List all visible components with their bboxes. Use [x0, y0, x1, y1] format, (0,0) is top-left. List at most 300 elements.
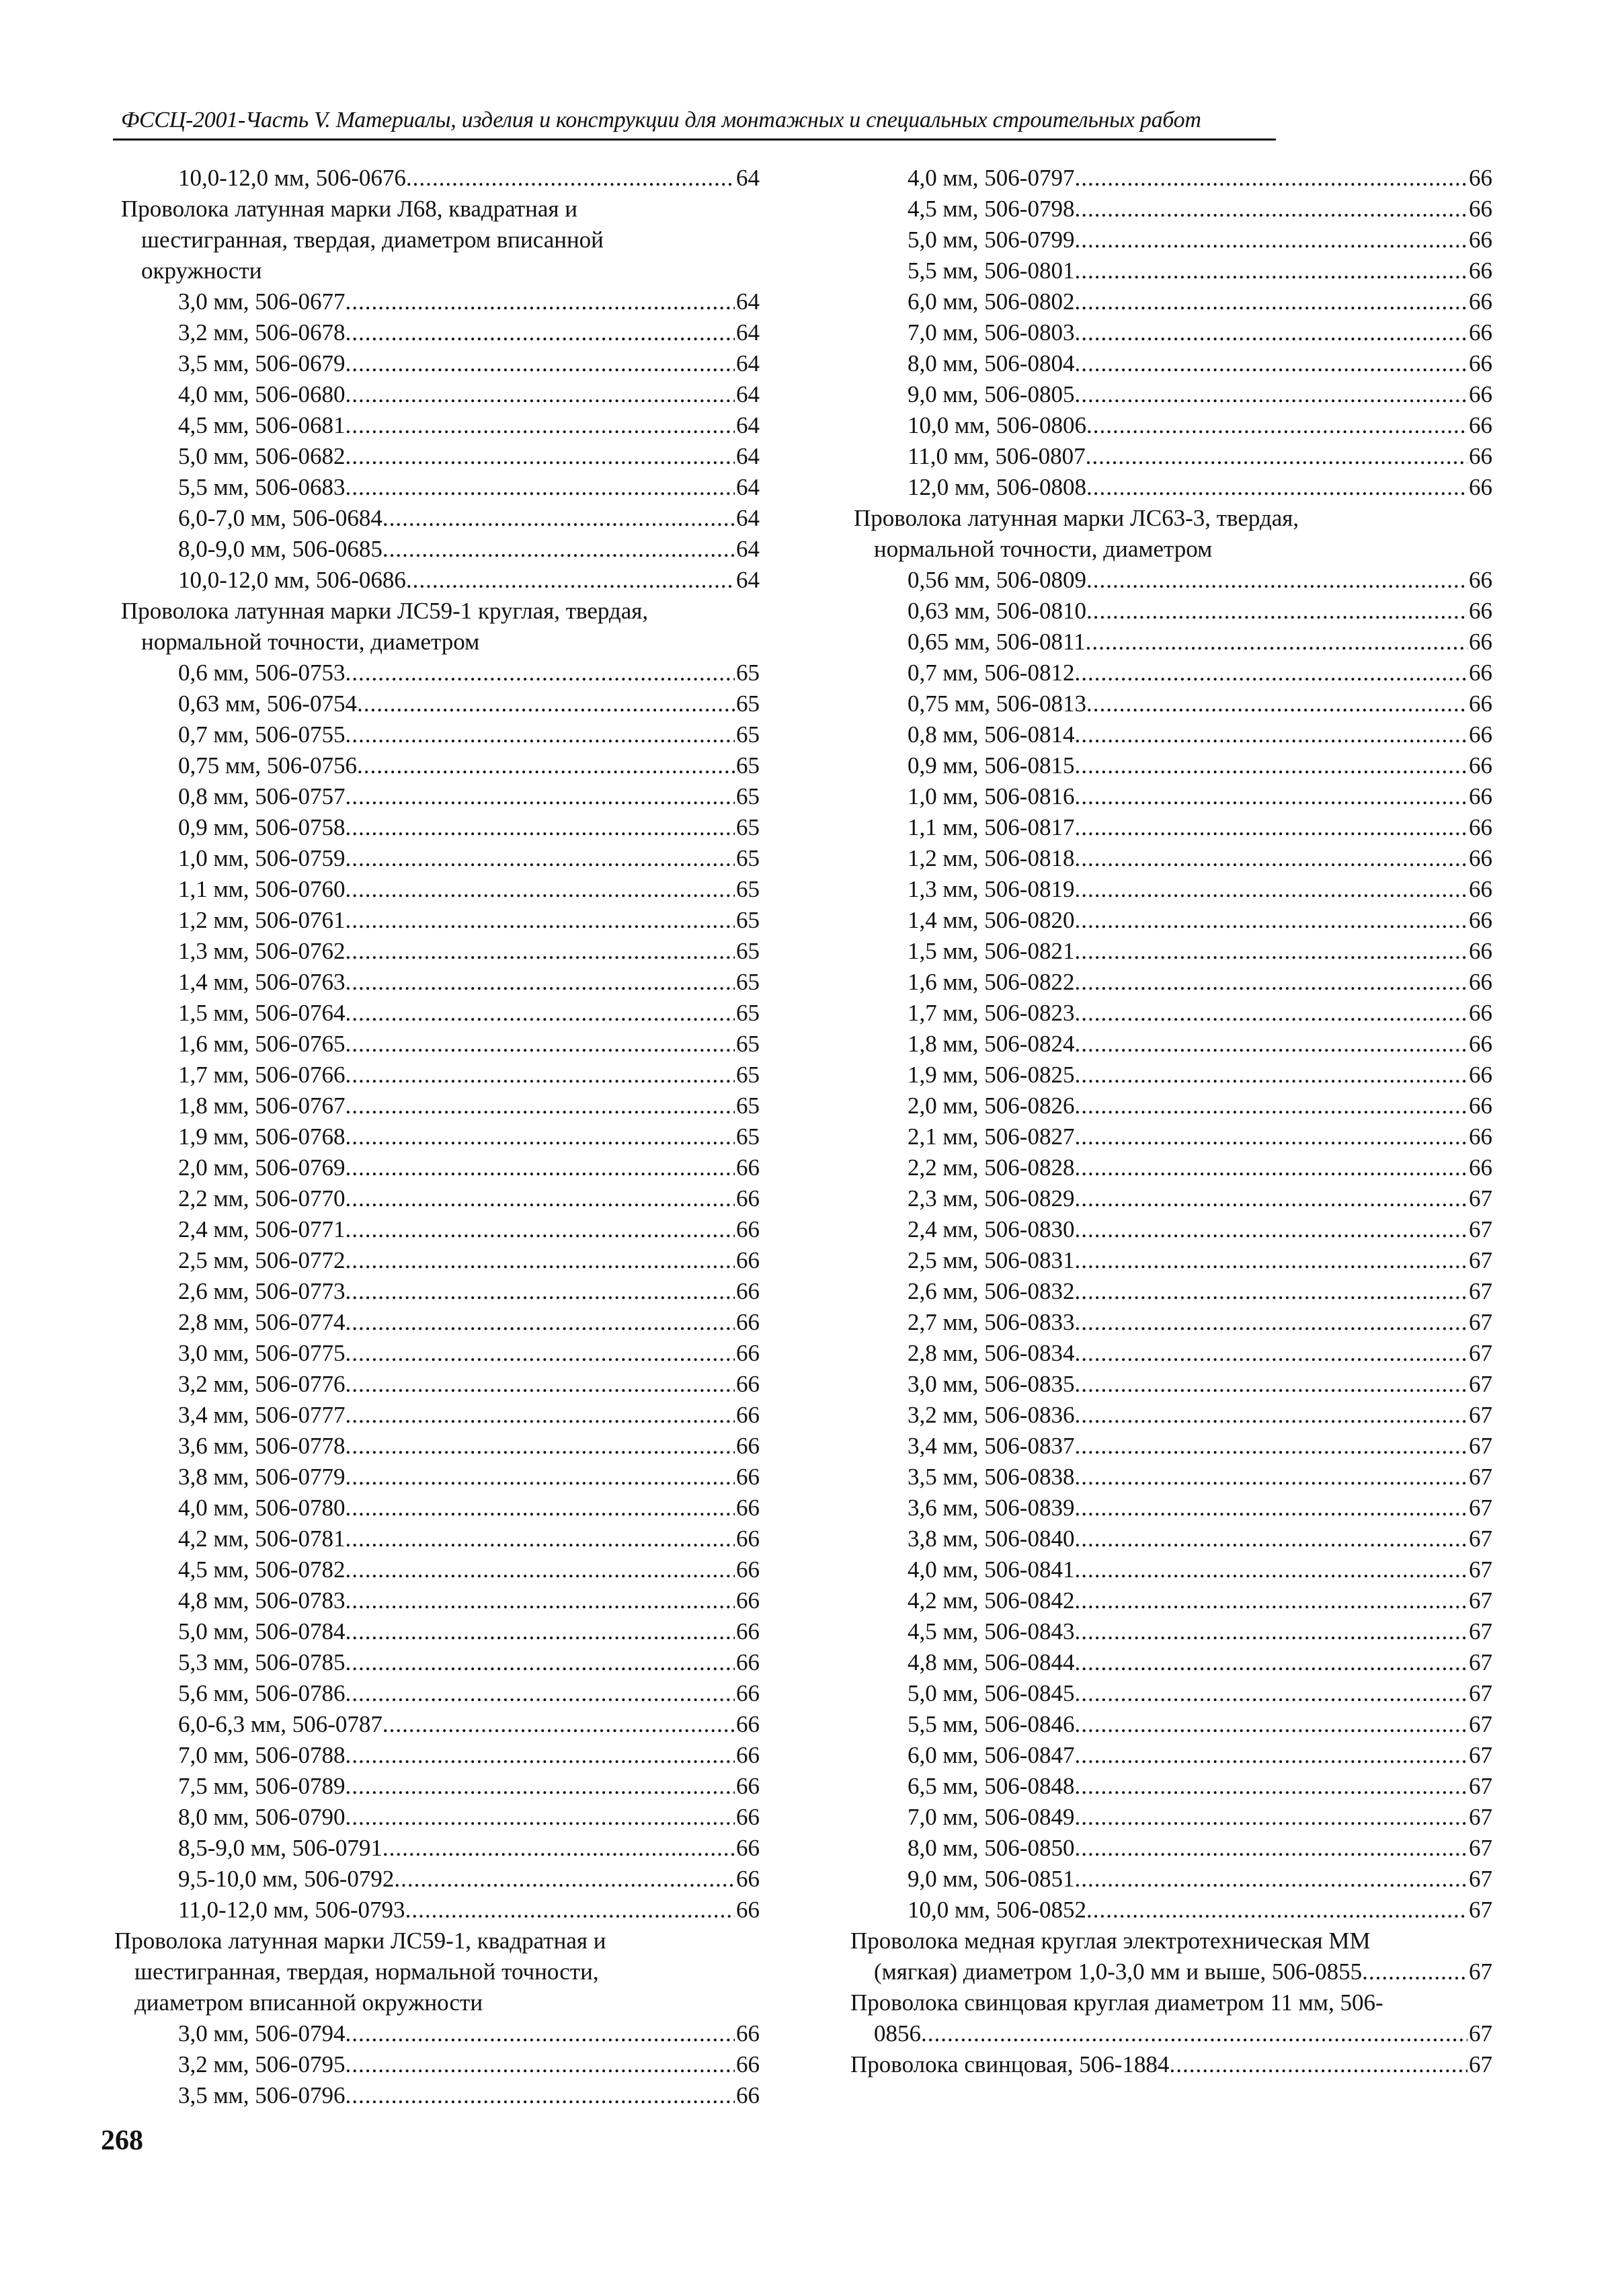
dot-leader [406, 163, 735, 194]
entry-text: 1,7 мм, 506-0823 [908, 1000, 1075, 1026]
entry-page-ref: 64 [736, 381, 760, 407]
entry-page-ref: 66 [736, 1185, 760, 1212]
entry-page-ref: 67 [1469, 1587, 1492, 1614]
dot-leader [345, 2018, 735, 2049]
dot-leader [1074, 1616, 1467, 1647]
index-column-right [847, 163, 1492, 2080]
entry-text: 8,5-9,0 мм, 506-0791 [178, 1835, 383, 1861]
index-entry [847, 688, 1492, 719]
entry-text: 2,0 мм, 506-0769 [178, 1154, 346, 1181]
index-entry [847, 441, 1492, 472]
entry-text: 7,0 мм, 506-0788 [178, 1742, 346, 1768]
entry-text: 1,6 мм, 506-0765 [178, 1031, 346, 1057]
entry-page-ref: 66 [1469, 258, 1492, 284]
entry-page-ref: 67 [1469, 1556, 1492, 1583]
entry-page-ref: 66 [1469, 474, 1492, 500]
entry-page-ref: 65 [736, 1000, 760, 1026]
entry-page-ref: 65 [736, 1093, 760, 1119]
dot-leader [345, 2049, 735, 2080]
entry-page-ref: 67 [1469, 1464, 1492, 1490]
dot-leader [1086, 596, 1467, 627]
entry-text: 4,5 мм, 506-0681 [178, 412, 346, 438]
index-entry [114, 1121, 760, 1152]
dot-leader [345, 1678, 735, 1709]
index-entry [847, 874, 1492, 905]
index-column-left [114, 163, 760, 2111]
entry-page-ref: 66 [736, 1495, 760, 1521]
dot-leader [345, 379, 735, 410]
entry-text: 4,5 мм, 506-0843 [908, 1618, 1075, 1645]
entry-page-ref: 66 [1469, 938, 1492, 964]
index-entry [847, 1709, 1492, 1740]
dot-leader [1074, 1307, 1467, 1338]
entry-text: 1,2 мм, 506-0761 [178, 907, 346, 933]
entry-page-ref: 66 [1469, 412, 1492, 438]
index-entry [114, 1493, 760, 1523]
entry-text: 5,3 мм, 506-0785 [178, 1649, 346, 1675]
index-entry [847, 1523, 1492, 1554]
entry-page-ref: 66 [736, 1618, 760, 1645]
dot-leader [1074, 750, 1467, 781]
entry-page-ref: 67 [1469, 1711, 1492, 1737]
entry-text: 11,0-12,0 мм, 506-0793 [178, 1897, 405, 1923]
dot-leader [1074, 843, 1467, 874]
entry-page-ref: 66 [1469, 288, 1492, 315]
dot-leader [1074, 1493, 1467, 1523]
dot-leader [345, 1060, 735, 1091]
dot-leader [345, 1121, 735, 1152]
entry-page-ref: 66 [736, 1897, 760, 1923]
index-heading: диаметром вписанной окружности [134, 1989, 483, 2016]
entry-text: 0,9 мм, 506-0815 [908, 752, 1075, 779]
dot-leader [345, 441, 735, 472]
index-heading: нормальной точности, диаметром [874, 536, 1213, 562]
dot-leader [345, 812, 735, 843]
dot-leader [345, 905, 735, 936]
index-entry [847, 1616, 1492, 1647]
dot-leader [345, 874, 735, 905]
index-entry [114, 936, 760, 967]
dot-leader [345, 1585, 735, 1616]
index-entry [847, 1276, 1492, 1307]
dot-leader [345, 1771, 735, 1802]
entry-page-ref: 67 [1469, 1216, 1492, 1242]
dot-leader [383, 1833, 735, 1864]
index-entry [114, 1307, 760, 1338]
entry-text: 6,5 мм, 506-0848 [908, 1773, 1075, 1799]
dot-leader [345, 1462, 735, 1493]
index-entry [847, 1462, 1492, 1493]
index-entry [114, 1029, 760, 1060]
entry-text: 0,75 мм, 506-0756 [178, 752, 357, 779]
entry-text: 5,5 мм, 506-0846 [908, 1711, 1075, 1737]
index-entry [114, 1245, 760, 1276]
index-entry [114, 1276, 760, 1307]
dot-leader [345, 1307, 735, 1338]
entry-page-ref: 66 [1469, 1123, 1492, 1150]
index-entry [847, 812, 1492, 843]
entry-text: 10,0 мм, 506-0806 [908, 412, 1086, 438]
entry-text: 0,56 мм, 506-0809 [908, 567, 1086, 593]
entry-text: 4,0 мм, 506-0780 [178, 1495, 346, 1521]
dot-leader [345, 1214, 735, 1245]
index-entry [847, 1802, 1492, 1833]
index-entry [114, 1431, 760, 1462]
index-entry [847, 967, 1492, 998]
entry-text: 0,7 мм, 506-0812 [908, 660, 1075, 686]
index-entry [114, 1864, 760, 1895]
entry-text: 1,1 мм, 506-0760 [178, 876, 346, 902]
index-entry [114, 317, 760, 348]
entry-page-ref: 67 [1469, 1495, 1492, 1521]
index-entry [847, 565, 1492, 596]
entry-text: 1,2 мм, 506-0818 [908, 845, 1075, 871]
entry-page-ref: 64 [736, 536, 760, 562]
dot-leader [357, 750, 735, 781]
entry-text: 4,8 мм, 506-0783 [178, 1587, 346, 1614]
entry-page-ref: 66 [1469, 783, 1492, 809]
index-entry [847, 255, 1492, 286]
index-entry [847, 472, 1492, 503]
dot-leader [345, 410, 735, 441]
dot-leader [1074, 812, 1467, 843]
dot-leader [1074, 719, 1467, 750]
entry-text: 5,0 мм, 506-0799 [908, 227, 1075, 253]
entry-page-ref: 66 [1469, 752, 1492, 779]
index-entry [114, 503, 760, 534]
entry-page-ref: 67 [1469, 1680, 1492, 1706]
index-heading: Проволока свинцовая круглая диаметром 11 мм, 506- [850, 1989, 1383, 2016]
entry-text: 0,7 мм, 506-0755 [178, 721, 346, 748]
index-entry [847, 1369, 1492, 1400]
entry-text: 7,0 мм, 506-0803 [908, 319, 1075, 346]
entry-page-ref: 66 [736, 1773, 760, 1799]
entry-text: 6,0-6,3 мм, 506-0787 [178, 1711, 383, 1737]
index-entry [114, 1523, 760, 1554]
entry-text: 1,4 мм, 506-0820 [908, 907, 1075, 933]
index-entry [114, 1833, 760, 1864]
index-entry [114, 2018, 760, 2049]
entry-page-ref: 67 [1469, 1371, 1492, 1397]
dot-leader [345, 1276, 735, 1307]
entry-text: 1,3 мм, 506-0762 [178, 938, 346, 964]
entry-page-ref: 66 [736, 1154, 760, 1181]
dot-leader [345, 998, 735, 1029]
entry-page-ref: 64 [736, 319, 760, 346]
index-entry [847, 379, 1492, 410]
dot-leader [1086, 1895, 1467, 1926]
entry-text: 1,8 мм, 506-0767 [178, 1093, 346, 1119]
dot-leader [1074, 1462, 1467, 1493]
entry-page-ref: 66 [736, 1587, 760, 1614]
entry-page-ref: 66 [1469, 567, 1492, 593]
entry-text: 5,0 мм, 506-0682 [178, 443, 346, 469]
entry-text: 3,6 мм, 506-0839 [908, 1495, 1075, 1521]
index-entry [114, 1678, 760, 1709]
entry-page-ref: 65 [736, 1123, 760, 1150]
entry-page-ref: 66 [1469, 969, 1492, 995]
entry-page-ref: 66 [736, 1742, 760, 1768]
entry-text: 5,5 мм, 506-0801 [908, 258, 1075, 284]
entry-text: 3,2 мм, 506-0776 [178, 1371, 346, 1397]
dot-leader [1074, 1214, 1467, 1245]
dot-leader [345, 1554, 735, 1585]
entry-page-ref: 67 [1469, 1958, 1492, 1985]
entry-page-ref: 66 [736, 1464, 760, 1490]
entry-text: 6,0 мм, 506-0802 [908, 288, 1075, 315]
entry-text: 1,3 мм, 506-0819 [908, 876, 1075, 902]
dot-leader [345, 1400, 735, 1431]
index-entry [847, 1152, 1492, 1183]
dot-leader [345, 1245, 735, 1276]
index-entry [114, 1400, 760, 1431]
entry-text: (мягкая) диаметром 1,0-3,0 мм и выше, 506-0855 [874, 1958, 1363, 1985]
entry-text: 3,0 мм, 506-0677 [178, 288, 346, 315]
index-entry [114, 1183, 760, 1214]
dot-leader [1074, 379, 1467, 410]
dot-leader [1074, 1245, 1467, 1276]
entry-page-ref: 66 [1469, 1154, 1492, 1181]
index-heading: шестигранная, твердая, диаметром вписанной [141, 227, 604, 253]
entry-page-ref: 66 [736, 2051, 760, 2077]
index-entry [114, 688, 760, 719]
entry-page-ref: 67 [1469, 1185, 1492, 1212]
entry-text: 0,8 мм, 506-0757 [178, 783, 346, 809]
entry-text: 2,0 мм, 506-0826 [908, 1093, 1075, 1119]
entry-page-ref: 65 [736, 969, 760, 995]
entry-page-ref: 66 [1469, 660, 1492, 686]
entry-text: 4,0 мм, 506-0797 [908, 165, 1075, 191]
dot-leader [345, 1493, 735, 1523]
index-heading: Проволока медная круглая электротехническая ММ [850, 1928, 1371, 1954]
dot-leader [345, 1338, 735, 1369]
index-entry [847, 1771, 1492, 1802]
entry-text: 2,6 мм, 506-0773 [178, 1278, 346, 1304]
entry-page-ref: 66 [736, 1680, 760, 1706]
dot-leader [1074, 163, 1467, 194]
entry-text: 5,0 мм, 506-0845 [908, 1680, 1075, 1706]
index-entry [114, 1554, 760, 1585]
entry-page-ref: 66 [736, 1804, 760, 1830]
index-entry [847, 194, 1492, 225]
dot-leader [1074, 1554, 1467, 1585]
index-entry [847, 2049, 1492, 2080]
entry-text: 0,6 мм, 506-0753 [178, 660, 346, 686]
dot-leader [1074, 905, 1467, 936]
index-entry [847, 1121, 1492, 1152]
dot-leader [1074, 317, 1467, 348]
index-heading: Проволока латунная марки ЛС59-1, квадратная и [114, 1928, 606, 1954]
index-entry [114, 534, 760, 565]
dot-leader [1074, 1029, 1467, 1060]
entry-text: 2,1 мм, 506-0827 [908, 1123, 1075, 1150]
dot-leader [345, 348, 735, 379]
dot-leader [1086, 627, 1467, 658]
dot-leader [1074, 874, 1467, 905]
entry-text: 2,4 мм, 506-0771 [178, 1216, 346, 1242]
index-entry [114, 905, 760, 936]
entry-text: 3,2 мм, 506-0795 [178, 2051, 346, 2077]
entry-text: 5,5 мм, 506-0683 [178, 474, 346, 500]
index-entry [847, 1338, 1492, 1369]
index-entry [847, 1091, 1492, 1121]
index-entry [847, 1029, 1492, 1060]
dot-leader [345, 719, 735, 750]
dot-leader [921, 2018, 1467, 2049]
index-heading: шестигранная, твердая, нормальной точности, [134, 1958, 599, 1985]
entry-page-ref: 67 [1469, 1247, 1492, 1273]
dot-leader [1074, 1647, 1467, 1678]
entry-page-ref: 66 [1469, 1062, 1492, 1088]
entry-text: 12,0 мм, 506-0808 [908, 474, 1086, 500]
entry-text: 8,0-9,0 мм, 506-0685 [178, 536, 383, 562]
entry-text: 4,2 мм, 506-0842 [908, 1587, 1075, 1614]
dot-leader [345, 1647, 735, 1678]
dot-leader [1074, 658, 1467, 688]
index-entry [847, 1214, 1492, 1245]
dot-leader [1074, 1833, 1467, 1864]
entry-page-ref: 66 [1469, 1031, 1492, 1057]
entry-text: 2,5 мм, 506-0772 [178, 1247, 346, 1273]
entry-text: 6,0-7,0 мм, 506-0684 [178, 505, 383, 531]
dot-leader [1074, 1709, 1467, 1740]
entry-text: 7,5 мм, 506-0789 [178, 1773, 346, 1799]
index-entry [114, 1585, 760, 1616]
dot-leader [345, 1431, 735, 1462]
index-entry [114, 750, 760, 781]
entry-text: 1,1 мм, 506-0817 [908, 814, 1075, 840]
dot-leader [1074, 1060, 1467, 1091]
index-entry [847, 658, 1492, 688]
dot-leader [345, 781, 735, 812]
dot-leader [1074, 1802, 1467, 1833]
entry-page-ref: 67 [1469, 1526, 1492, 1552]
dot-leader [345, 317, 735, 348]
entry-text: 3,5 мм, 506-0679 [178, 350, 346, 377]
entry-page-ref: 65 [736, 876, 760, 902]
dot-leader [345, 936, 735, 967]
entry-page-ref: 66 [1469, 690, 1492, 717]
entry-page-ref: 67 [1469, 1340, 1492, 1366]
index-entry [847, 1740, 1492, 1771]
entry-page-ref: 67 [1469, 1742, 1492, 1768]
index-entry [847, 1183, 1492, 1214]
entry-page-ref: 66 [736, 1371, 760, 1397]
index-entry [847, 410, 1492, 441]
dot-leader [1074, 1183, 1467, 1214]
dot-leader [345, 843, 735, 874]
entry-text: 2,2 мм, 506-0770 [178, 1185, 346, 1212]
entry-text: 6,0 мм, 506-0847 [908, 1742, 1075, 1768]
dot-leader [1074, 225, 1467, 255]
index-entry [847, 163, 1492, 194]
entry-text: 1,8 мм, 506-0824 [908, 1031, 1075, 1057]
entry-page-ref: 66 [1469, 196, 1492, 222]
index-entry [847, 1060, 1492, 1091]
dot-leader [357, 688, 735, 719]
entry-page-ref: 65 [736, 814, 760, 840]
index-entry [114, 1647, 760, 1678]
dot-leader [1074, 1740, 1467, 1771]
dot-leader [1086, 565, 1467, 596]
entry-page-ref: 66 [1469, 876, 1492, 902]
entry-text: 4,0 мм, 506-0680 [178, 381, 346, 407]
entry-page-ref: 65 [736, 1031, 760, 1057]
dot-leader [345, 658, 735, 688]
entry-page-ref: 65 [736, 690, 760, 717]
dot-leader [1074, 1152, 1467, 1183]
index-entry [114, 1369, 760, 1400]
entry-page-ref: 67 [1469, 1309, 1492, 1335]
index-entry [847, 1864, 1492, 1895]
entry-text: 3,2 мм, 506-0678 [178, 319, 346, 346]
dot-leader [1086, 441, 1467, 472]
entry-page-ref: 67 [1469, 1278, 1492, 1304]
dot-leader [345, 1369, 735, 1400]
dot-leader [383, 534, 735, 565]
entry-text: 2,6 мм, 506-0832 [908, 1278, 1075, 1304]
index-entry [847, 998, 1492, 1029]
entry-page-ref: 67 [1469, 1897, 1492, 1923]
entry-text: 3,5 мм, 506-0796 [178, 2082, 346, 2108]
running-header: ФССЦ-2001-Часть V. Материалы, изделия и конструкции для монтажных и специальных строительных работ [121, 108, 1201, 132]
index-entry [847, 1647, 1492, 1678]
entry-text: 9,5-10,0 мм, 506-0792 [178, 1866, 395, 1892]
entry-page-ref: 66 [1469, 629, 1492, 655]
entry-page-ref: 67 [1469, 1433, 1492, 1459]
dot-leader [1074, 194, 1467, 225]
index-heading: Проволока латунная марки ЛС59-1 круглая, твердая, [121, 598, 649, 624]
entry-text: 2,2 мм, 506-0828 [908, 1154, 1075, 1181]
entry-page-ref: 64 [736, 412, 760, 438]
index-entry [847, 1431, 1492, 1462]
index-entry [847, 2018, 1492, 2049]
entry-page-ref: 66 [736, 2082, 760, 2108]
entry-page-ref: 66 [1469, 1000, 1492, 1026]
dot-leader [1074, 1338, 1467, 1369]
index-heading: Проволока латунная марки ЛС63-3, твердая, [854, 505, 1299, 531]
dot-leader [406, 565, 735, 596]
index-entry [114, 1802, 760, 1833]
dot-leader [1074, 1431, 1467, 1462]
entry-text: Проволока свинцовая, 506-1884 [850, 2051, 1170, 2077]
entry-text: 1,9 мм, 506-0768 [178, 1123, 346, 1150]
entry-page-ref: 66 [1469, 814, 1492, 840]
entry-text: 0,8 мм, 506-0814 [908, 721, 1075, 748]
entry-page-ref: 66 [1469, 227, 1492, 253]
dot-leader [345, 1616, 735, 1647]
dot-leader [345, 1091, 735, 1121]
dot-leader [1362, 1956, 1467, 1987]
entry-text: 3,4 мм, 506-0837 [908, 1433, 1075, 1459]
entry-text: 3,0 мм, 506-0835 [908, 1371, 1075, 1397]
index-entry [114, 1060, 760, 1091]
entry-page-ref: 66 [1469, 598, 1492, 624]
entry-page-ref: 67 [1469, 1649, 1492, 1675]
dot-leader [345, 2080, 735, 2111]
index-entry [847, 750, 1492, 781]
dot-leader [1074, 781, 1467, 812]
entry-page-ref: 66 [736, 1278, 760, 1304]
entry-text: 8,0 мм, 506-0790 [178, 1804, 346, 1830]
entry-text: 3,5 мм, 506-0838 [908, 1464, 1075, 1490]
index-entry [847, 596, 1492, 627]
entry-page-ref: 67 [1469, 2020, 1492, 2047]
entry-text: 1,5 мм, 506-0764 [178, 1000, 346, 1026]
entry-page-ref: 66 [1469, 1093, 1492, 1119]
dot-leader [345, 1802, 735, 1833]
entry-text: 0,63 мм, 506-0810 [908, 598, 1086, 624]
